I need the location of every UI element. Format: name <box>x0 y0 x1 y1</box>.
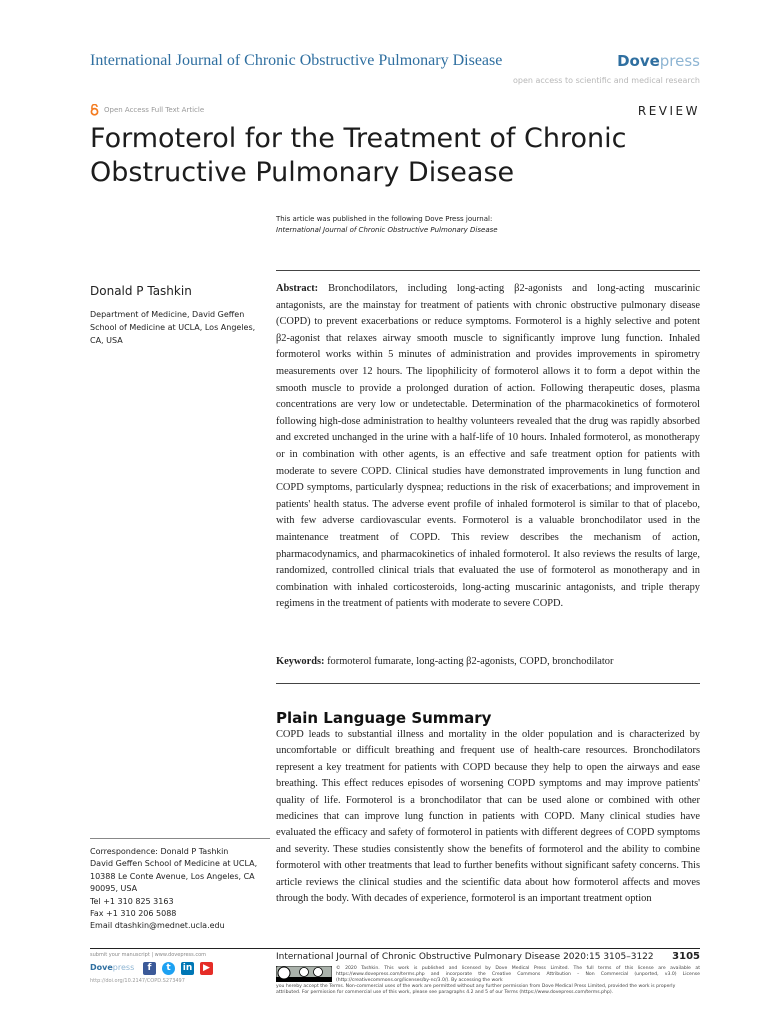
doi-link[interactable]: http://doi.org/10.2147/COPD.S273497 <box>90 978 185 984</box>
keywords-text: formoterol fumarate, long-acting β2-agonists, COPD, bronchodilator <box>327 656 614 667</box>
article-title: Formoterol for the Treatment of Chronic Obstructive Pulmonary Disease <box>90 123 627 188</box>
publisher-tagline: open access to scientific and medical research <box>513 76 700 85</box>
divider <box>90 838 270 839</box>
correspondence-address: David Geffen School of Medicine at UCLA, 10388 Le Conte Avenue, Los Angeles, CA 90095, USA <box>90 859 258 894</box>
footer-brand-light: press <box>112 963 135 972</box>
open-access-badge <box>90 104 204 116</box>
brand-bold: Dove <box>617 52 660 70</box>
submit-manuscript-link[interactable]: submit your manuscript | www.dovepress.com <box>90 952 206 958</box>
footer-divider <box>90 948 700 949</box>
plain-language-text: COPD leads to substantial illness and mortality in the older population and is characterized by uncomfortable or difficult breathing and frequent use of health-care resources. Bronchodilators represent a key treatment for patients with COPD because they help to open the airways and ease breathing. This effect reduces episodes of worsening COPD symptoms and may improve patients' quality of life. Formoterol is a bronchodilator that can be used alone or combined with other medicines that can improve lung function in patients with COPD. Many clinical studies have evaluated the efficacy and safety of formoterol in patients with different degrees of COPD symptoms and severity. These studies consistently show the benefits of formoterol and the ability to combine formoterol with other treatments that lead to further benefits without significant safety concerns. This article reviews the clinical studies and the scientific data about how formoterol affects and moves through the body. With decades of experience, formoterol is an important treatment option <box>276 729 700 905</box>
footer-publisher-logo[interactable] <box>90 963 134 972</box>
open-access-icon <box>90 104 99 116</box>
divider <box>276 683 700 684</box>
article-type: REVIEW <box>637 104 700 118</box>
open-access-label: Open Access Full Text Article <box>104 106 205 114</box>
footer-citation: International Journal of Chronic Obstructive Pulmonary Disease 2020:15 3105–3122 <box>276 952 654 962</box>
license-text: © 2020 Tashkin. This work is published and licensed by Dove Medical Press Limited. The full terms of this license are available at https://www.dovepress.com/terms.php and incorporate the Creative Commons Attribution – Non Commercial (unported, v3.0) License (http://creativecommons.org/licenses/by-nc/3.0/). By accessing the work <box>336 966 700 983</box>
publication-note <box>276 214 498 236</box>
youtube-icon[interactable]: ▶ <box>200 962 213 975</box>
plain-language-heading: Plain Language Summary <box>276 709 492 727</box>
publication-note-journal[interactable]: International Journal of Chronic Obstructive Pulmonary Disease <box>276 226 498 234</box>
publisher-logo[interactable] <box>617 52 700 70</box>
facebook-icon[interactable]: f <box>143 962 156 975</box>
author-name: Donald P Tashkin <box>90 284 192 298</box>
page-number: 3105 <box>672 951 700 962</box>
journal-title: International Journal of Chronic Obstructive Pulmonary Disease <box>90 52 503 69</box>
correspondence-fax: Fax +1 310 206 5088 <box>90 909 177 919</box>
author-affiliation: Department of Medicine, David Geffen School of Medicine at UCLA, Los Angeles, CA, USA <box>90 310 256 345</box>
keywords <box>276 654 700 670</box>
keywords-label: Keywords: <box>276 656 325 667</box>
correspondence <box>90 846 270 933</box>
abstract <box>276 281 700 613</box>
twitter-icon[interactable]: t <box>162 962 175 975</box>
abstract-text: Bronchodilators, including long-acting β2-agonists and long-acting muscarinic antagonists, are the mainstay for treatment of patients with chronic obstructive pulmonary disease (COPD) to prevent exacerbations or reduce symptoms. Formoterol is a highly selective and potent β2-agonist that relaxes airway smooth muscle to significantly improve lung function. Inhaled formoterol works within 5 minutes of administration and provides improvements in spirometry measurements over 12 hours. The lipophilicity of formoterol allows it to form a depot within the smooth muscle to provide a prolonged duration of action. Following therapeutic doses, plasma concentrations are very low or undetectable. Determination of the pharmacokinetics of formoterol following high-dose administration to healthy volunteers revealed that the drug was rapidly absorbed and excreted unchanged in the urine with a half-life of 10 hours. Inhaled formoterol, as monotherapy or in combination with other agents, is an effective and safe treatment option for patients with moderate to severe COPD. Clinical studies have demonstrated improvements in lung function and COPD symptoms, particularly dyspnea; reductions in the risk of exacerbations; and improvement in patients' health status. The adverse event profile of inhaled formoterol is similar to that of placebo, with few adverse cardiovascular events. Formoterol is a valuable bronchodilator used in the maintenance treatment of COPD. This review describes the mechanism of action, pharmacodynamics, and pharmacokinetics of inhaled formoterol. It also reviews the results of large, randomized, controlled clinical trials that evaluated the use of formoterol as monotherapy and in combination with inhaled corticosteroids, long-acting muscarinic antagonists, and triple therapy regimens in the treatment of patients with moderate to severe COPD. <box>276 283 700 610</box>
brand-light: press <box>659 52 700 70</box>
abstract-label: Abstract: <box>276 283 319 294</box>
correspondence-name: Correspondence: Donald P Tashkin <box>90 847 229 856</box>
divider <box>276 270 700 271</box>
social-links <box>143 962 213 975</box>
correspondence-email[interactable]: Email dtashkin@mednet.ucla.edu <box>90 921 225 931</box>
publication-note-line1: This article was published in the following Dove Press journal: <box>276 215 493 223</box>
correspondence-tel: Tel +1 310 825 3163 <box>90 896 174 906</box>
creative-commons-icon[interactable] <box>276 966 332 982</box>
license-text-continued: you hereby accept the Terms. Non-commercial uses of the work are permitted without any further permission from Dove Medical Press Limited, provided the work is properly attributed. For permission for commercial use of this work, please see paragraphs 4.2 and 5 of our Terms (https://www.dovepress.com/terms.php). <box>276 984 676 995</box>
linkedin-icon[interactable]: in <box>182 963 193 973</box>
footer-brand-bold: Dove <box>90 963 113 972</box>
